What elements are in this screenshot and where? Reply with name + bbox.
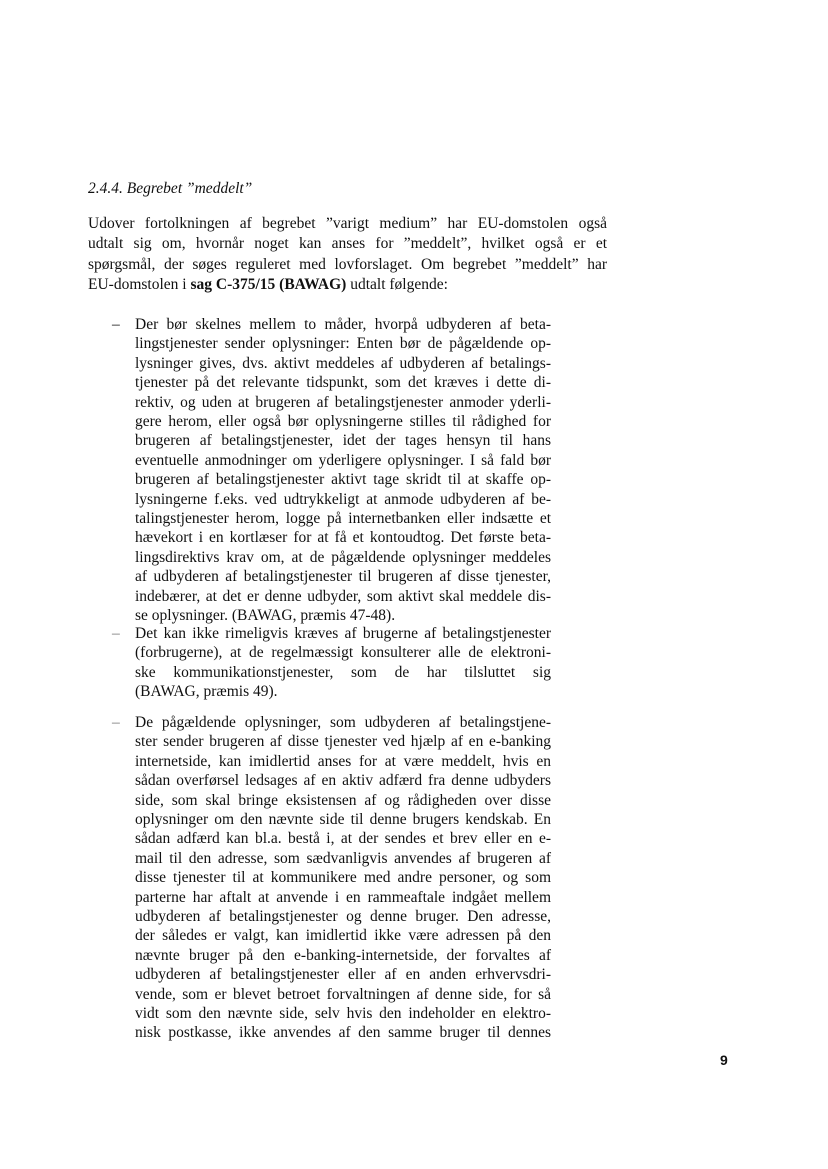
bullet-line: sådan adfærd kan bl.a. bestå i, at der sendes et brev eller en e- [135,830,551,848]
dash-bullet-icon: – [112,316,120,333]
bullet-line: Der bør skelnes mellem to måder, hvorpå udbyderen af beta- [135,316,551,333]
case-reference: sag C-375/15 (BAWAG) [190,276,347,293]
bullet-line: udbyderen af betalingstjenester og denne bruger. Den adresse, [135,908,551,925]
bullet-line: eventuelle anmodninger om yderligere oplysninger. I så fald bør [135,451,551,469]
bullet-line: internetside, kan imidlertid anses for at være meddelt, hvis en [135,752,551,770]
bullet-line: (forbrugerne), at de regelmæssigt konsulterer alle de elektroni- [135,644,551,662]
bullet-line: parterne har aftalt at anvende i en rammeaftale indgået mellem [135,888,551,906]
bullet-line: se oplysninger. (BAWAG, præmis 47-48). [135,607,396,624]
bullet-line: tjenester på det relevante tidspunkt, som det kræves i dette di- [135,374,551,392]
section-heading: 2.4.4. Begrebet ”meddelt” [88,180,253,197]
dash-bullet-icon: – [112,714,120,731]
bullet-line: gere herom, eller også bør oplysningerne stilles til rådighed for [135,413,551,430]
dash-bullet-icon: – [112,625,120,642]
page-number: 9 [720,1052,728,1068]
intro-line: spørgsmål, der søges reguleret med lovforslaget. Om begrebet ”meddelt” har [88,256,607,273]
bullet-line: nisk postkasse, ikke anvendes af den samme bruger til dennes [135,1024,551,1042]
bullet-line: lysninger gives, dvs. aktivt meddeles af udbyderen af betalings- [135,354,551,372]
bullet-line: vende, som er blevet betroet forvaltningen af denne side, for så [135,985,551,1003]
intro-text: EU-domstolen i [88,276,191,293]
bullet-line: af udbyderen af betalingstjenester til brugeren af disse tjenester, [135,568,551,586]
bullet-line: brugeren af betalingstjenester aktivt tage skridt til at skaffe op- [135,471,551,489]
bullet-line: ster sender brugeren af disse tjenester ved hjælp af en e-banking [135,733,551,751]
bullet-line: (BAWAG, præmis 49). [135,683,278,701]
bullet-line: side, som skal bringe eksistensen af og rådigheden over disse [135,791,551,809]
intro-line [88,275,607,295]
bullet-line: sådan overførsel ledsages af en aktiv adfærd fra denne udbyders [135,772,551,790]
bullet-line: nævnte bruger på den e-banking-internetside, der forvaltes af [135,946,551,964]
bullet-line: der således er valgt, kan imidlertid ikke være adressen på den [135,927,551,945]
bullet-line: oplysninger om den nævnte side til denne brugers kendskab. En [135,811,551,828]
bullet-line: rektiv, og uden at brugeren af betalingstjenester anmoder yderli- [135,393,551,411]
bullet-line: ske kommunikationstjenester, som de har tilsluttet sig [135,663,551,681]
bullet-line: Det kan ikke rimeligvis kræves af brugerne af betalingstjenester [135,625,551,642]
intro-line: udtalt sig om, hvornår noget kan anses for ”meddelt”, hvilket også er et [88,235,607,252]
bullet-line: talingstjenester herom, logge på internetbanken eller indsætte et [135,510,551,527]
bullet-line: lysningerne f.eks. ved udtrykkeligt at anmode udbyderen af be- [135,490,551,508]
bullet-line: vidt som den nævnte side, selv hvis den indeholder en elektro- [135,1005,551,1022]
bullet-line: De pågældende oplysninger, som udbyderen af betalingstjene- [135,714,551,731]
bullet-line: lingstjenester sender oplysninger: Enten bør de pågældende op- [135,335,551,353]
bullet-line: brugeren af betalingstjenester, idet der tages hensyn til hans [135,432,551,450]
bullet-line: lingsdirektivs krav om, at de pågældende oplysninger meddeles [135,548,551,566]
bullet-line: indebærer, at det er denne udbyder, som aktivt skal meddele dis- [135,587,551,605]
intro-text: udtalt følgende: [346,276,448,293]
bullet-line: hævekort i en kortlæser for at få et kontoudtog. Det første beta- [135,529,551,547]
bullet-line: mail til den adresse, som sædvanligvis anvendes af brugeren af [135,849,551,867]
intro-line: Udover fortolkningen af begrebet ”varigt medium” har EU-domstolen også [88,215,607,232]
bullet-line: udbyderen af betalingstjenester eller af en anden erhvervsdri- [135,966,551,984]
bullet-line: disse tjenester til at kommunikere med andre personer, og som [135,869,551,887]
